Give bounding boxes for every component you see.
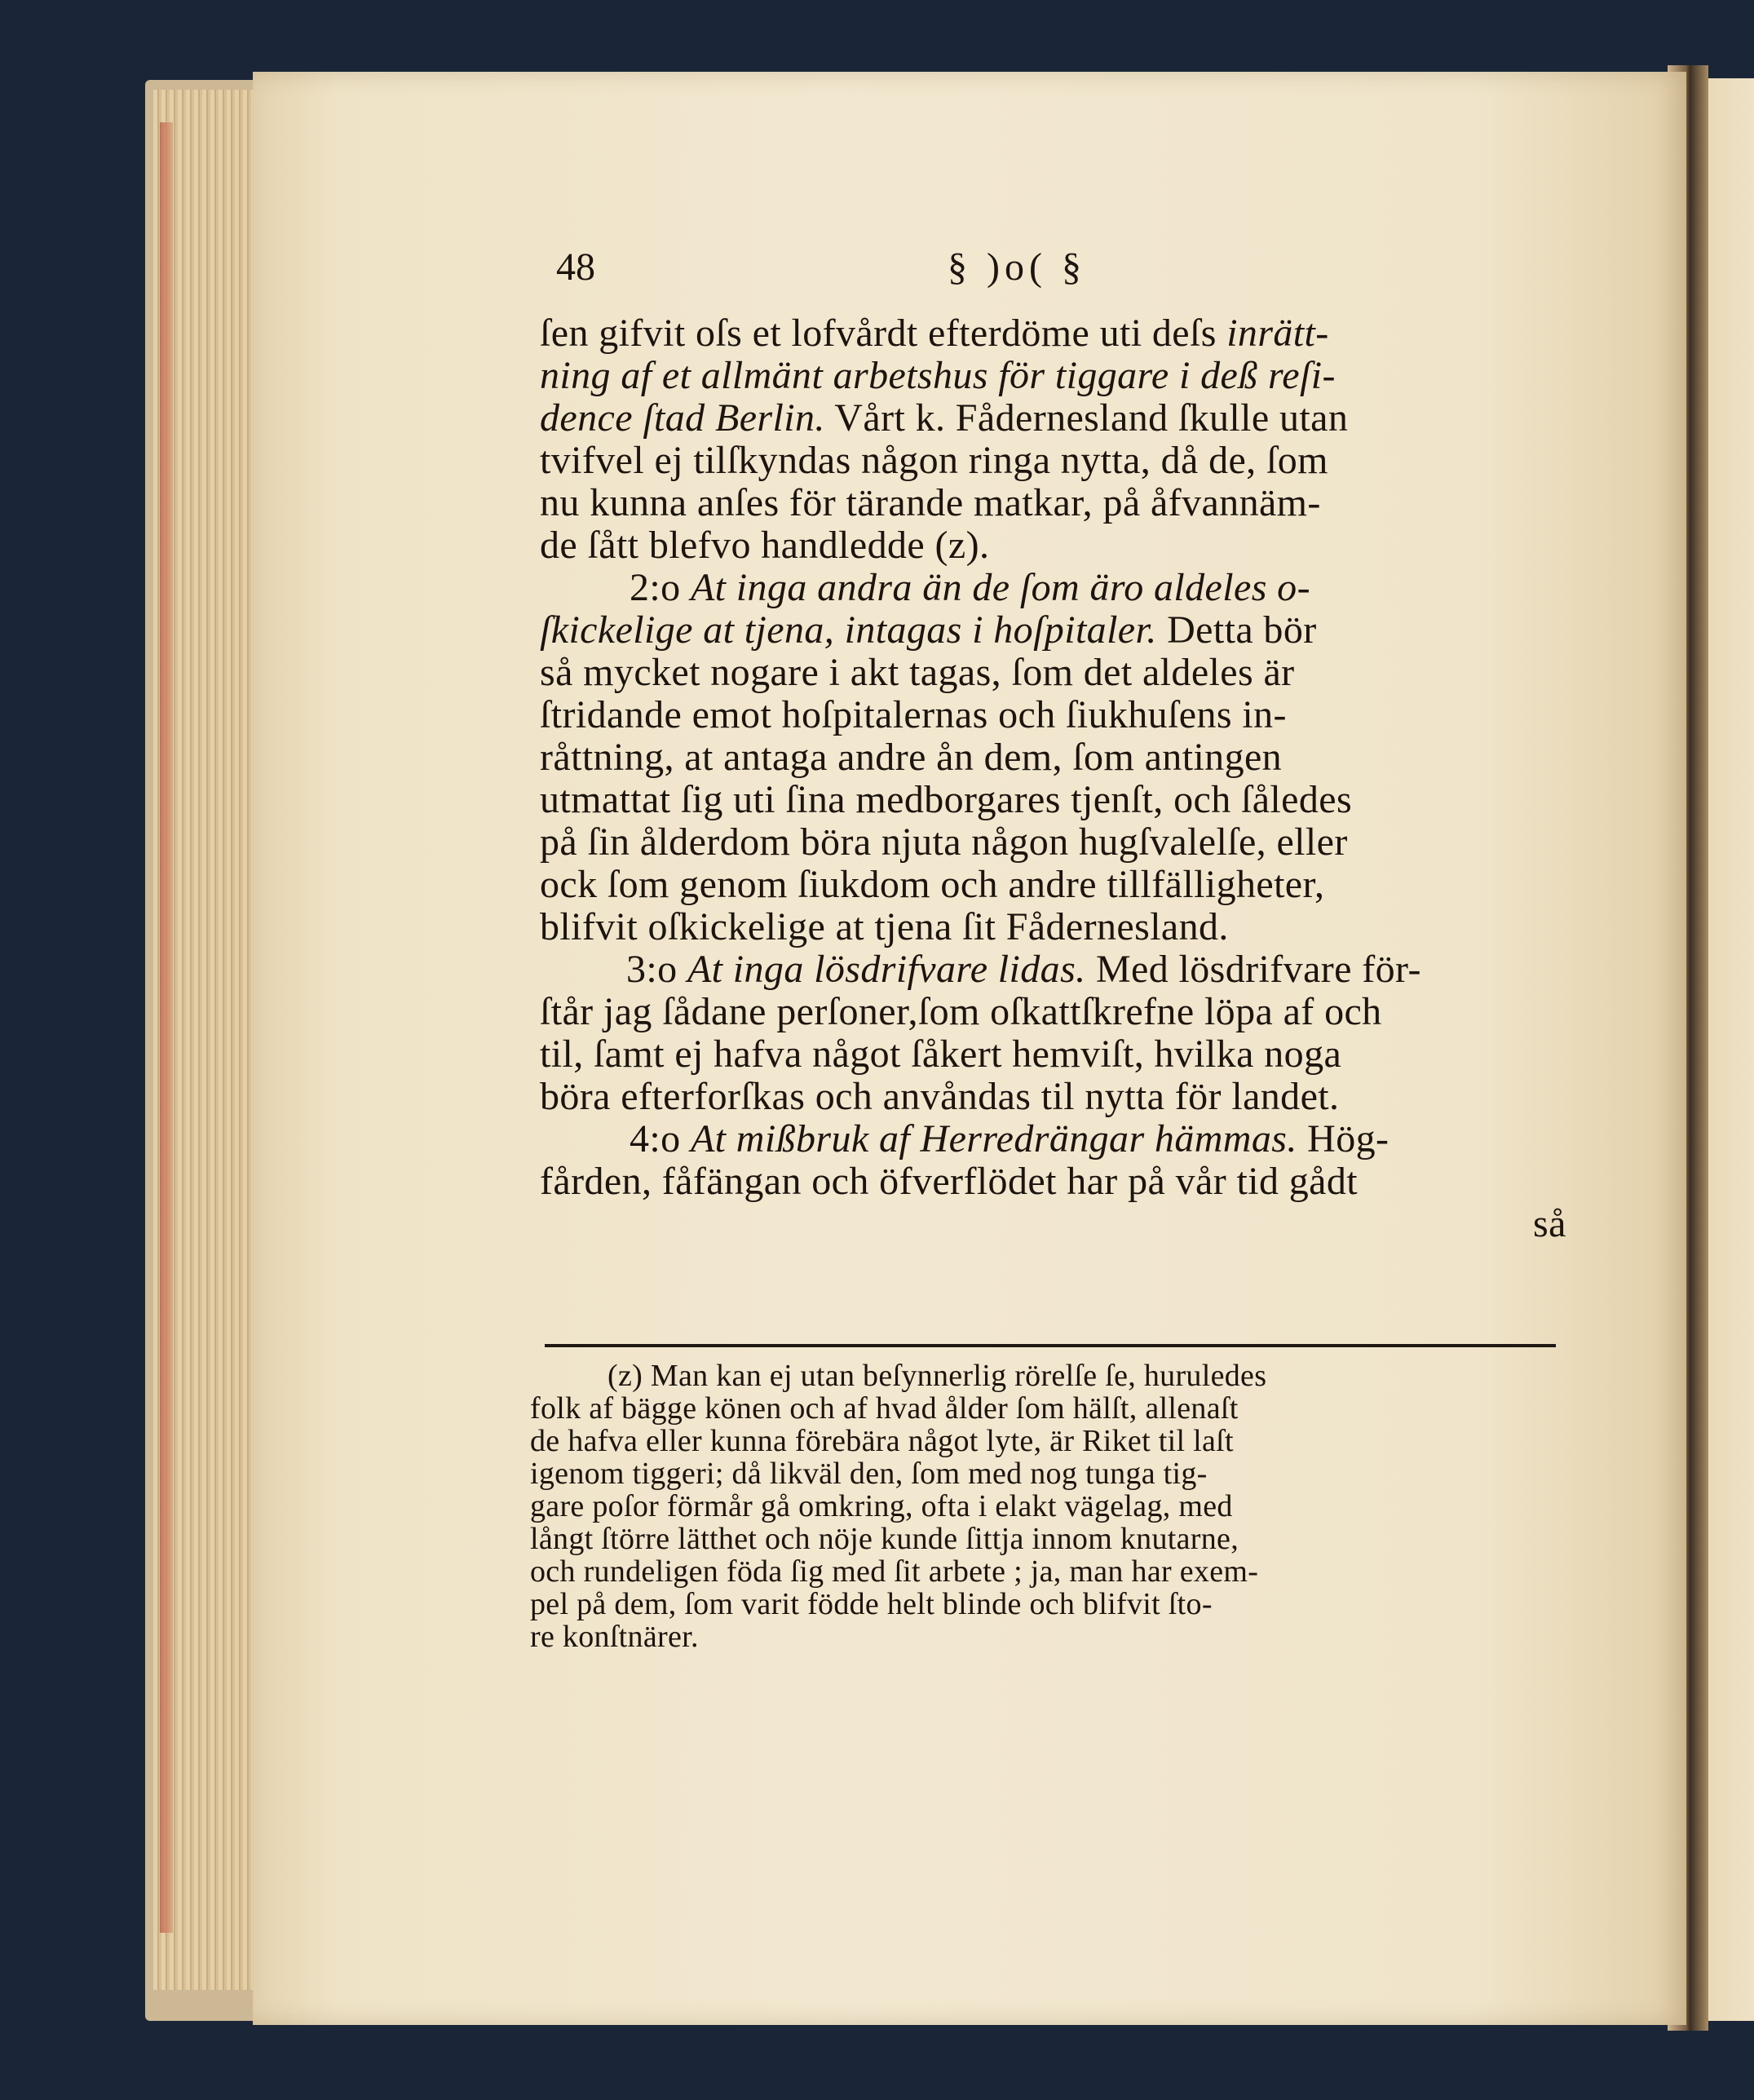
- italic-text: At mißbruk af Herredrängar hämmas.: [690, 1117, 1297, 1161]
- text-segment: så mycket nogare i akt tagas, ſom det aldeles är: [540, 651, 1295, 694]
- body-line: [540, 990, 1382, 1033]
- body-line: [630, 1117, 1390, 1161]
- text-segment: böra efterforſkas och anvåndas til nytta för landet.: [540, 1075, 1340, 1118]
- page-number: 48: [556, 245, 595, 289]
- footnote-line: (z) Man kan ej utan beſynnerlig rörelſe ſe, huruledes: [607, 1359, 1267, 1393]
- body-line: [540, 356, 1336, 396]
- body-line: [540, 820, 1348, 864]
- text-segment: 2:o: [630, 566, 691, 609]
- footnote-line: igenom tiggeri; då likväl den, ſom med nog tunga tig-: [530, 1457, 1208, 1491]
- text-segment: ock ſom genom ſiukdom och andre tillfälligheter,: [540, 863, 1325, 906]
- italic-text: At inga andra än de ſom äro aldeles o-: [690, 566, 1310, 609]
- body-line: [540, 314, 1329, 353]
- body-line: [540, 481, 1321, 524]
- text-segment: utmattat ſig uti ſina medborgares tjenſt, och ſåledes: [540, 778, 1353, 821]
- footnote-rule: [545, 1344, 1556, 1347]
- text-segment: Vårt k. Fådernesland ſkulle utan: [824, 396, 1349, 440]
- text-segment: 4:o: [630, 1117, 691, 1161]
- body-line: [1533, 1202, 1566, 1245]
- footnote-line: långt ſtörre lätthet och nöje kunde ſittja innom knutarne,: [530, 1522, 1239, 1556]
- header-ornament: § )o( §: [948, 245, 1086, 289]
- body-line: [540, 1162, 1358, 1201]
- text-segment: ſen gifvit oſs et lofvårdt efterdöme uti deſs: [540, 312, 1227, 355]
- text-segment: Detta bör: [1156, 608, 1317, 652]
- text-segment: nu kunna anſes för tärande matkar, på åfvannäm-: [540, 481, 1321, 524]
- body-line: [626, 950, 1421, 989]
- text-segment: blifvit oſkickelige at tjena ſit Fådernesland.: [540, 905, 1229, 948]
- footnote-line: pel på dem, ſom varit födde helt blinde och blifvit ſto-: [530, 1587, 1213, 1621]
- body-line: [540, 526, 989, 565]
- text-segment: de ſått blefvo handledde (z).: [540, 524, 990, 567]
- footnote-line: gare poſor förmår gå omkring, ofta i elakt vägelag, med: [530, 1489, 1233, 1523]
- italic-text: dence ſtad Berlin.: [540, 396, 825, 440]
- red-page-edge: [160, 122, 173, 1933]
- italic-text: At inga lösdrifvare lidas.: [687, 948, 1086, 991]
- text-segment: råttning, at antaga andre ån dem, ſom antingen: [540, 736, 1283, 779]
- text-segment: Med lösdrifvare för-: [1085, 948, 1421, 991]
- text-segment: 3:o: [626, 948, 687, 991]
- footnote-line: och rundeligen föda ſig med ſit arbete ; ja, man har exem-: [530, 1554, 1259, 1589]
- body-line: [540, 865, 1324, 904]
- body-line: [540, 693, 1287, 736]
- italic-text: ning af et allmänt arbetshus för tiggare i deß reſi-: [540, 354, 1336, 397]
- body-line: [540, 1077, 1339, 1116]
- body-line: [540, 608, 1317, 652]
- body-line: [630, 568, 1310, 608]
- footnote-line: de hafva eller kunna förebära något lyte, är Riket til laſt: [530, 1424, 1234, 1458]
- text-segment: til, ſamt ej hafva något ſåkert hemviſt, hvilka noga: [540, 1032, 1342, 1076]
- footnote-line: re konſtnärer.: [530, 1620, 699, 1654]
- body-line: [540, 905, 1229, 948]
- text-segment: så: [1533, 1202, 1566, 1245]
- body-line: [540, 441, 1328, 480]
- text-segment: ſtridande emot hoſpitalernas och ſiukhuſens in-: [540, 693, 1287, 736]
- text-segment: fården, fåfängan och öfverflödet har på vår tid gådt: [540, 1160, 1358, 1203]
- italic-text: ſkickelige at tjena, intagas i hoſpitaler.: [540, 608, 1157, 652]
- body-line: [540, 653, 1295, 692]
- text-segment: på ſin ålderdom böra njuta någon hugſvalelſe, eller: [540, 820, 1348, 864]
- text-segment: ſtår jag ſådane perſoner,ſom oſkattſkrefne löpa af och: [540, 990, 1382, 1033]
- italic-text: inrätt-: [1226, 312, 1329, 355]
- body-line: [540, 1032, 1342, 1076]
- text-segment: tvifvel ej tilſkyndas någon ringa nytta, då de, ſom: [540, 439, 1328, 482]
- body-line: [540, 738, 1282, 777]
- footnote-line: folk af bägge könen och af hvad ålder ſom hälſt, allenaſt: [530, 1391, 1239, 1426]
- body-line: [540, 396, 1349, 440]
- body-line: [540, 780, 1352, 820]
- text-segment: Hög-: [1297, 1117, 1390, 1161]
